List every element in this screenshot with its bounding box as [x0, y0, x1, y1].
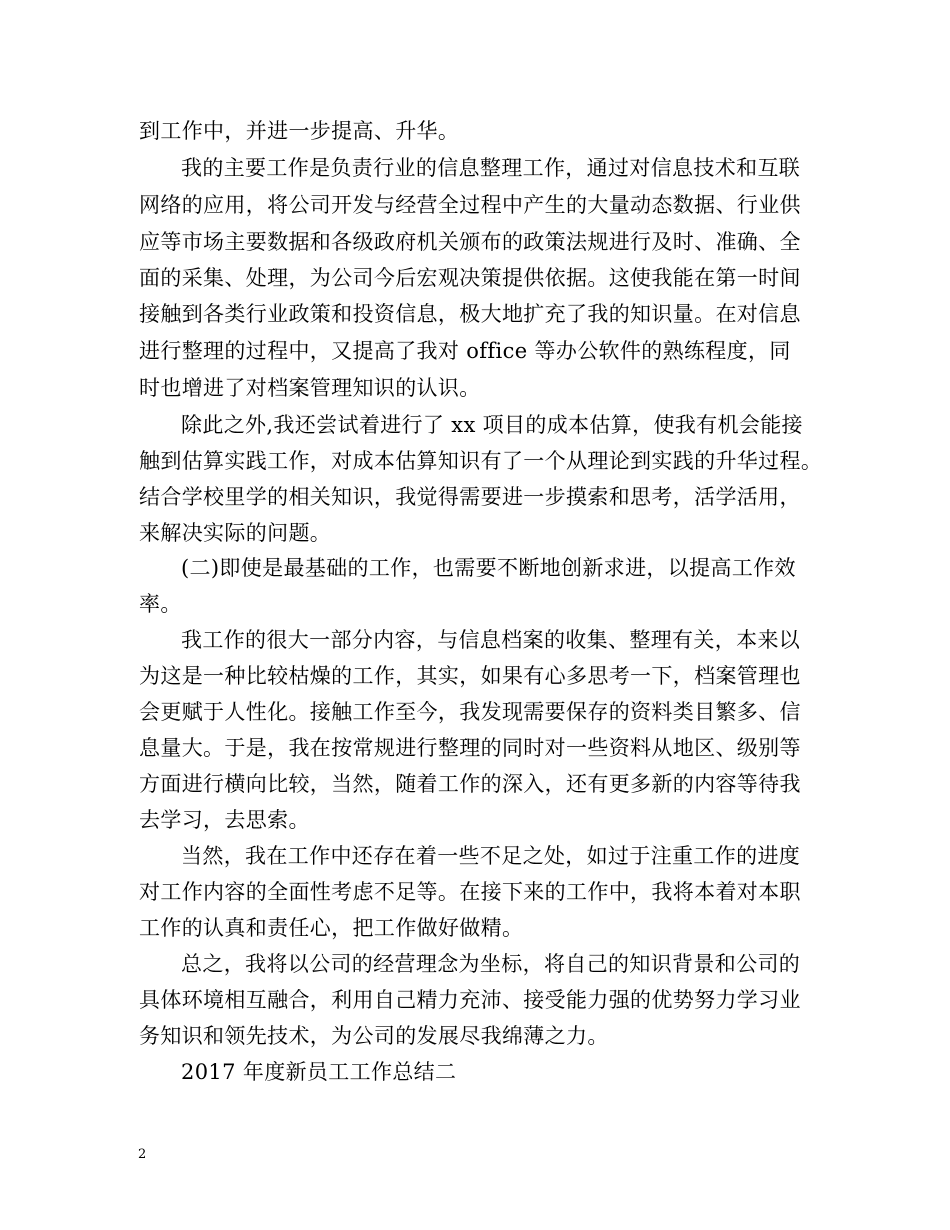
body-text-line: 方面进行横向比较，当然，随着工作的深入，还有更多新的内容等待我 [139, 772, 801, 796]
body-text-line: 结合学校里学的相关知识，我觉得需要进一步摸索和思考，活学活用， [139, 485, 801, 509]
section-heading-line: 率。 [139, 592, 182, 616]
body-text-line: 会更赋于人性化。接触工作至今，我发现需要保存的资料类目繁多、信 [139, 700, 801, 724]
body-text-line: 面的采集、处理，为公司今后宏观决策提供依据。这使我能在第一时间 [139, 266, 801, 290]
body-text-line: 具体环境相互融合，利用自己精力充沛、接受能力强的优势努力学习业 [139, 988, 801, 1012]
paragraph-first-line: 除此之外,我还尝试着进行了 xx 项目的成本估算，使我有机会能接 [181, 413, 803, 437]
body-text-line: 应等市场主要数据和各级政府机关颁布的政策法规进行及时、准确、全 [139, 230, 801, 254]
paragraph-first-line: 当然，我在工作中还存在着一些不足之处，如过于注重工作的进度 [181, 844, 801, 868]
paragraph-first-line: 我工作的很大一部分内容，与信息档案的收集、整理有关，本来以 [181, 628, 801, 652]
body-text-line: 进行整理的过程中，又提高了我对 office 等办公软件的熟练程度，同 [139, 339, 791, 363]
section-heading-line: (二)即使是最基础的工作，也需要不断地创新求进，以提高工作效 [181, 556, 796, 580]
body-text-line: 对工作内容的全面性考虑不足等。在接下来的工作中，我将本着对本职 [139, 880, 801, 904]
body-text-line: 务知识和领先技术，为公司的发展尽我绵薄之力。 [139, 1024, 609, 1048]
paragraph-first-line: 我的主要工作是负责行业的信息整理工作，通过对信息技术和互联 [181, 156, 801, 180]
body-text-line: 接触到各类行业政策和投资信息，极大地扩充了我的知识量。在对信息 [139, 302, 801, 326]
page-number: 2 [138, 1147, 147, 1162]
body-text-line: 息量大。于是，我在按常规进行整理的同时对一些资料从地区、级别等 [139, 736, 801, 760]
body-text-line: 网络的应用，将公司开发与经营全过程中产生的大量动态数据、行业供 [139, 193, 801, 217]
body-text-line: 触到估算实践工作，对成本估算知识有了一个从理论到实践的升华过程。 [139, 449, 823, 473]
body-text-line: 时也增进了对档案管理知识的认识。 [139, 376, 481, 400]
body-text-line: 为这是一种比较枯燥的工作，其实，如果有心多思考一下，档案管理也 [139, 664, 801, 688]
body-text-line: 去学习，去思索。 [139, 808, 310, 832]
paragraph-first-line: 总之，我将以公司的经营理念为坐标，将自己的知识背景和公司的 [181, 952, 801, 976]
body-text-line: 到工作中，并进一步提高、升华。 [139, 119, 460, 143]
body-text-line: 工作的认真和责任心，把工作做好做精。 [139, 916, 524, 940]
body-text-line: 来解决实际的问题。 [139, 521, 332, 545]
section-title-line: 2017 年度新员工工作总结二 [181, 1060, 457, 1084]
